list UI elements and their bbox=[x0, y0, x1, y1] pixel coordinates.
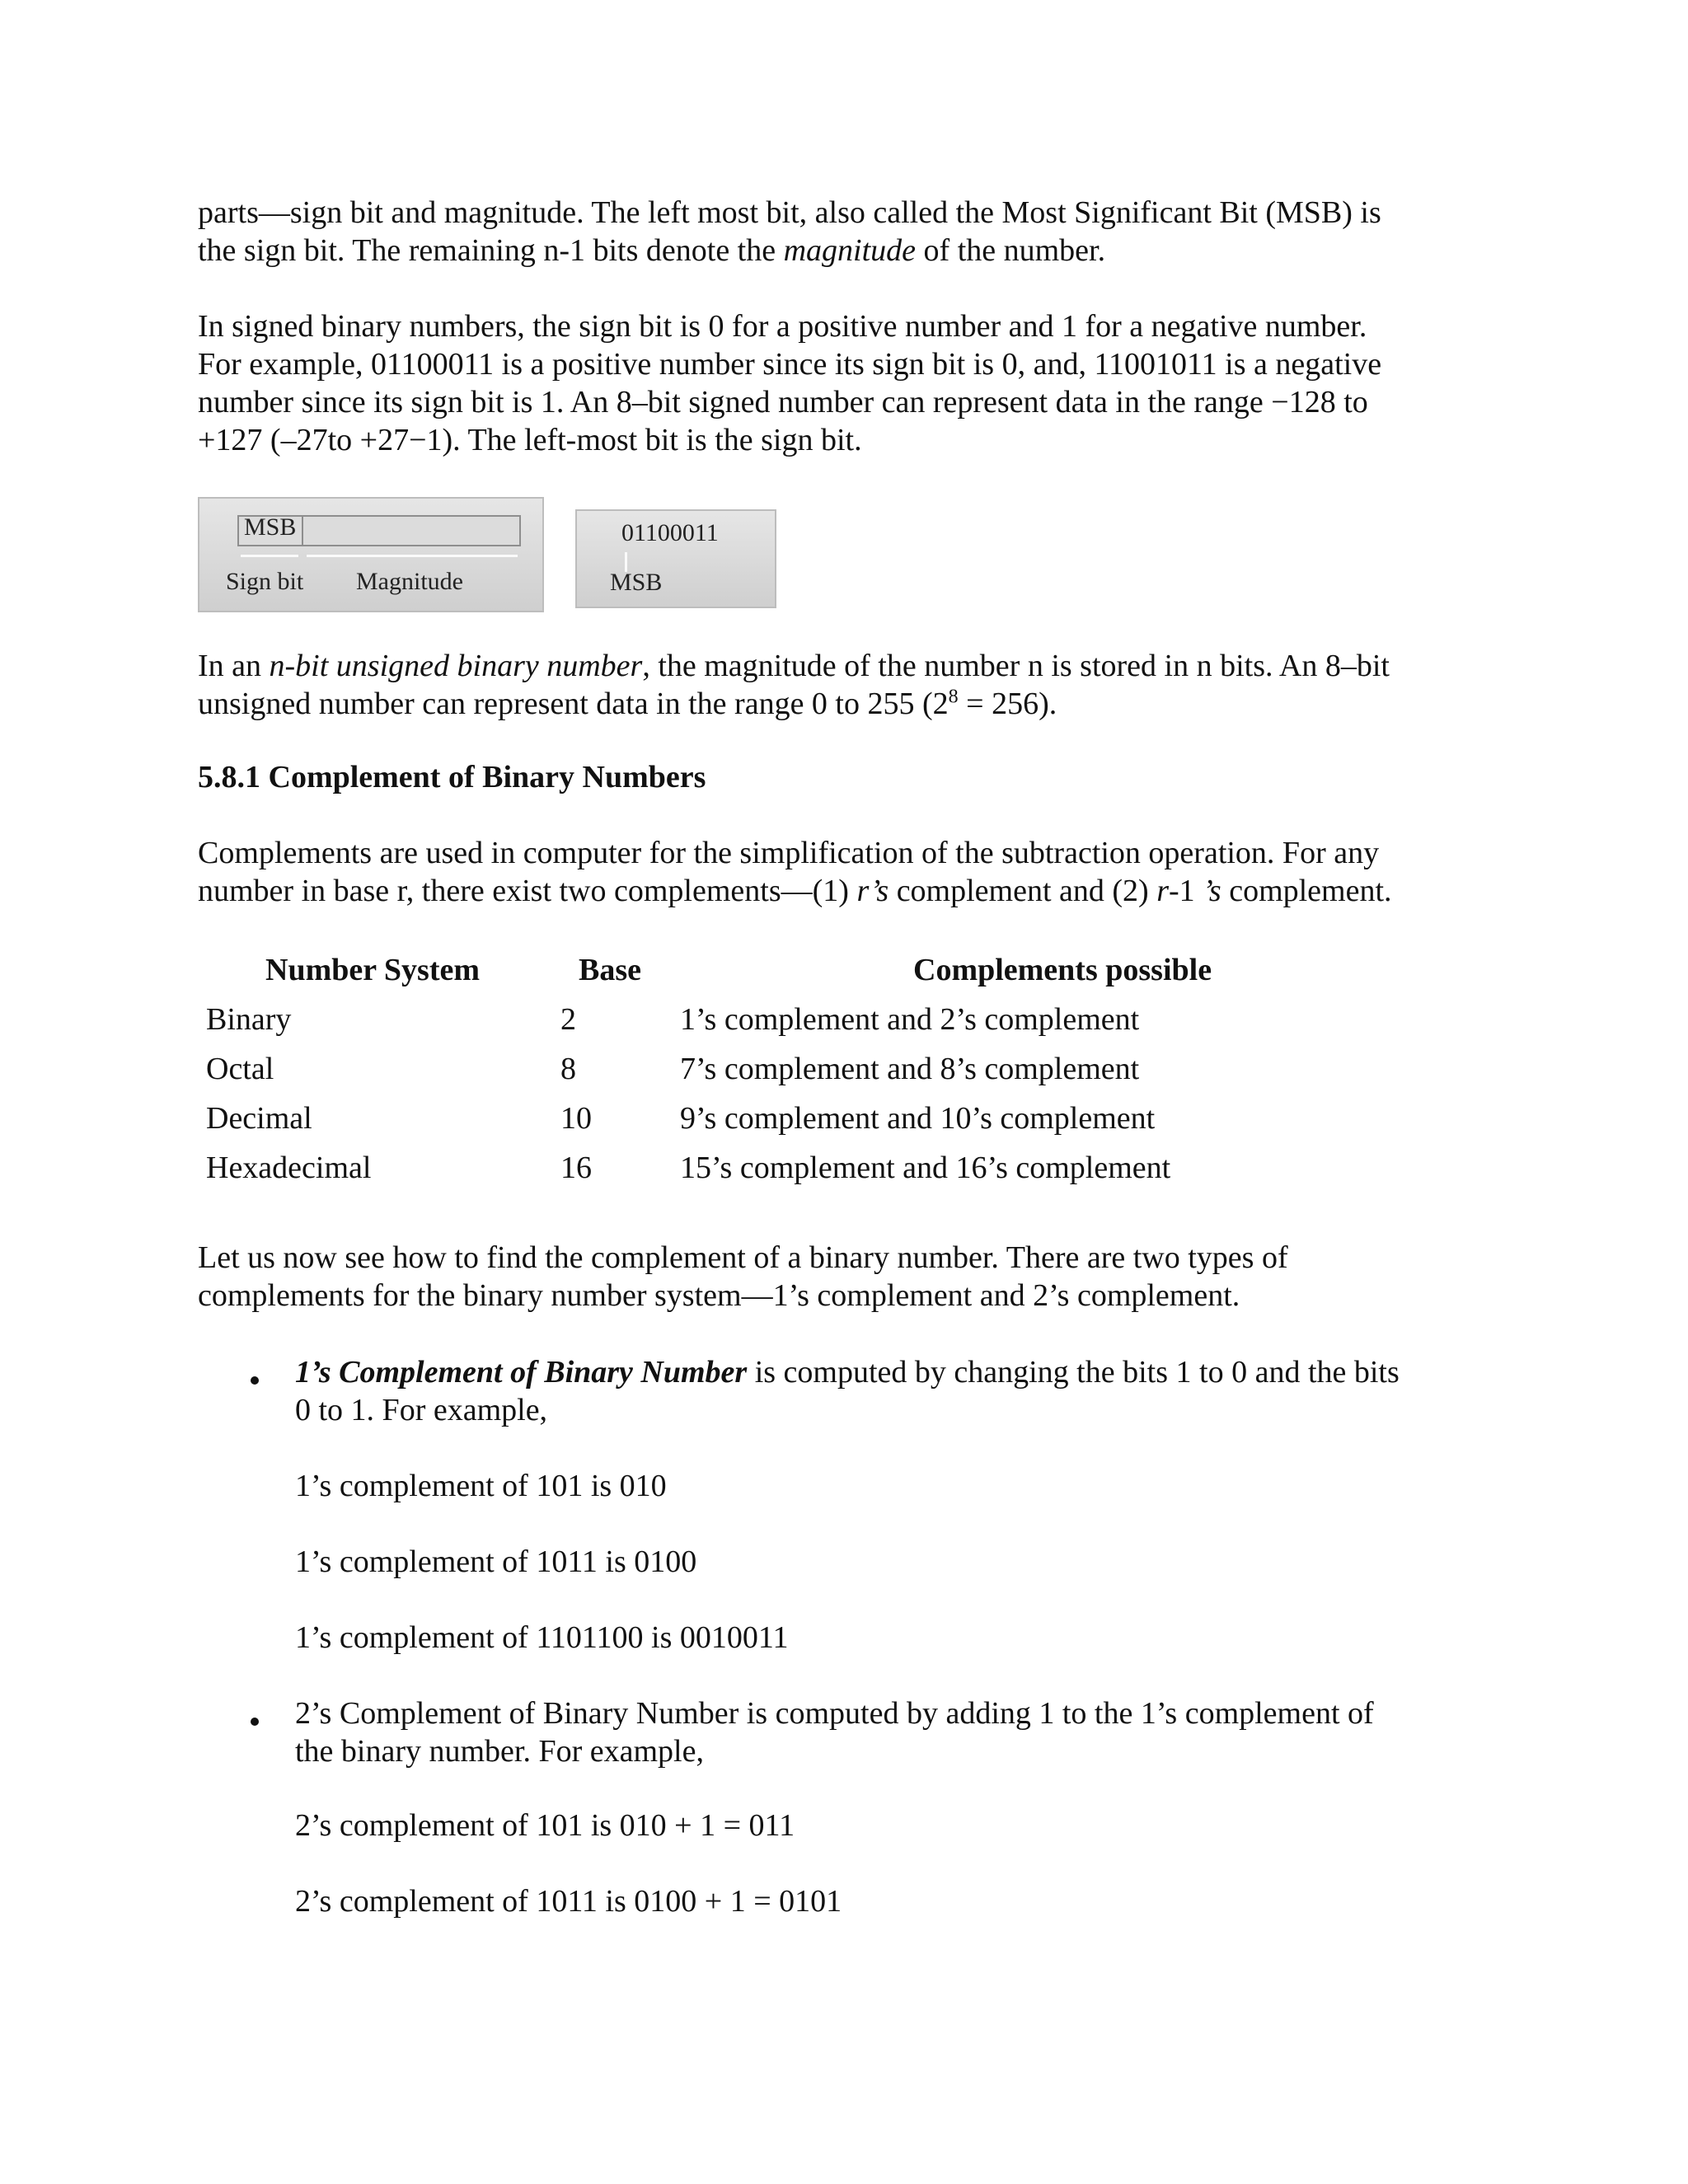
text-span: = 256). bbox=[958, 687, 1057, 721]
text-line bbox=[198, 647, 1484, 685]
text-line: Complements are used in computer for the simplification of the subtraction operation. For any bbox=[198, 836, 1380, 870]
example-line: 2’s complement of 1011 is 0100 + 1 = 0101 bbox=[295, 1884, 842, 1919]
text-line: Let us now see how to find the complement of a binary number. There are two types of bbox=[198, 1240, 1288, 1275]
magnitude-arrow bbox=[307, 555, 518, 557]
text-span: complement. bbox=[1221, 874, 1392, 908]
text-span: , the magnitude of the number n is stored in n bits. An 8–bit bbox=[642, 649, 1390, 683]
text-line: parts—sign bit and magnitude. The left most bit, also called the Most Significant Bit (MSB) is bbox=[198, 195, 1381, 230]
sign-bit-label: Sign bit bbox=[226, 568, 304, 595]
table-row bbox=[198, 1001, 1286, 1051]
table-header: Complements possible bbox=[913, 953, 1212, 987]
text-line: number since its sign bit is 1. An 8–bit signed number can represent data in the range −128 to bbox=[198, 385, 1368, 419]
table-cell: 7’s complement and 8’s complement bbox=[680, 1052, 1140, 1086]
table-cell: 2 bbox=[560, 1002, 576, 1037]
emphasis: ’s bbox=[1203, 874, 1221, 908]
table-header: Number System bbox=[265, 953, 481, 987]
paragraph-complements bbox=[198, 834, 1484, 910]
emphasis: r’s bbox=[856, 874, 889, 908]
text-line bbox=[198, 872, 1484, 910]
table-row bbox=[198, 1150, 1286, 1199]
example-line: 1’s complement of 101 is 010 bbox=[295, 1469, 667, 1503]
bullet-icon bbox=[251, 1376, 259, 1385]
sign-bit-arrow bbox=[241, 555, 298, 557]
text-span: -1 bbox=[1169, 874, 1203, 908]
sign-magnitude-figure bbox=[198, 497, 544, 612]
msb-label: MSB bbox=[244, 513, 297, 541]
table-row bbox=[198, 1100, 1286, 1150]
table-cell: 9’s complement and 10’s complement bbox=[680, 1101, 1156, 1136]
table-cell: 10 bbox=[560, 1101, 592, 1136]
table-cell: 8 bbox=[560, 1052, 576, 1086]
magnitude-label: Magnitude bbox=[356, 568, 463, 595]
section-heading: 5.8.1 Complement of Binary Numbers bbox=[198, 760, 706, 794]
table-row bbox=[198, 1051, 1286, 1100]
paragraph-sign-magnitude bbox=[198, 194, 1484, 269]
text-line: the binary number. For example, bbox=[295, 1734, 704, 1769]
text-span: unsigned number can represent data in the range 0 to 255 (2 bbox=[198, 687, 949, 721]
msb-example-figure bbox=[575, 509, 776, 608]
table-cell: 1’s complement and 2’s complement bbox=[680, 1002, 1140, 1037]
example-line: 1’s complement of 1011 is 0100 bbox=[295, 1544, 697, 1579]
emphasis: r bbox=[1156, 874, 1169, 908]
superscript: 8 bbox=[948, 686, 959, 708]
msb-label: MSB bbox=[610, 569, 663, 596]
table-header-row bbox=[198, 952, 1286, 1001]
emphasis-term: n-bit unsigned binary number bbox=[269, 649, 643, 683]
text-line bbox=[198, 685, 1484, 723]
text-span: number in base r, there exist two complements—(1) bbox=[198, 874, 857, 908]
table-cell: Octal bbox=[206, 1052, 274, 1086]
text-span: In an bbox=[198, 649, 270, 683]
paragraph-unsigned bbox=[198, 647, 1484, 723]
text-span: is computed by changing the bits 1 to 0 and the bits bbox=[747, 1355, 1400, 1390]
text-span: complement and (2) bbox=[889, 874, 1157, 908]
example-line: 1’s complement of 1101100 is 0010011 bbox=[295, 1620, 789, 1655]
text-line: +127 (–27to +27−1). The left-most bit is the sign bit. bbox=[198, 423, 862, 457]
table-cell: 15’s complement and 16’s complement bbox=[680, 1151, 1171, 1185]
text-line: In signed binary numbers, the sign bit is 0 for a positive number and 1 for a negative number. bbox=[198, 309, 1367, 344]
example-line: 2’s complement of 101 is 010 + 1 = 011 bbox=[295, 1808, 795, 1843]
text-line: For example, 01100011 is a positive number since its sign bit is 0, and, 11001011 is a negative bbox=[198, 347, 1382, 382]
bullet-twos-complement bbox=[295, 1694, 1482, 1770]
table-cell: Decimal bbox=[206, 1101, 312, 1136]
example-number: 01100011 bbox=[621, 519, 719, 546]
bullet-title: 1’s Complement of Binary Number bbox=[295, 1355, 748, 1390]
table-cell: Binary bbox=[206, 1002, 292, 1037]
paragraph-signed-binary bbox=[198, 307, 1484, 459]
table-cell: 16 bbox=[560, 1151, 592, 1185]
text-line: complements for the binary number system—1’s complement and 2’s complement. bbox=[198, 1278, 1240, 1313]
emphasis-magnitude: magnitude bbox=[783, 233, 917, 268]
bullet-ones-complement bbox=[295, 1353, 1482, 1429]
text-line: 0 to 1. For example, bbox=[295, 1393, 548, 1427]
paragraph-binary-complements bbox=[198, 1239, 1484, 1315]
text-span: of the number. bbox=[916, 233, 1106, 268]
text-line bbox=[198, 232, 1484, 269]
text-line: 2’s Complement of Binary Number is computed by adding 1 to the 1’s complement of bbox=[295, 1696, 1374, 1731]
table-cell: Hexadecimal bbox=[206, 1151, 372, 1185]
bullet-icon bbox=[251, 1718, 259, 1726]
text-span: the sign bit. The remaining n-1 bits denote the bbox=[198, 233, 784, 268]
table-header: Base bbox=[579, 953, 641, 987]
text-line bbox=[295, 1353, 1482, 1391]
